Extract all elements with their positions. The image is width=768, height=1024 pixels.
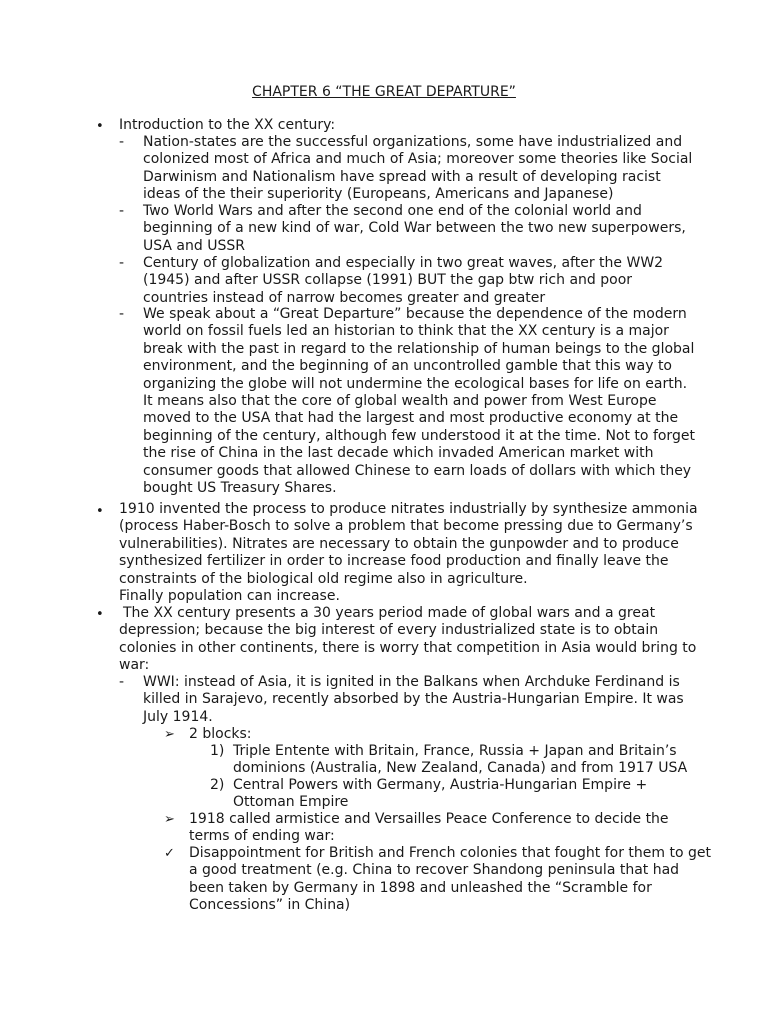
- intro-lead: Introduction to the XX century:: [119, 117, 336, 133]
- blocks-label: 2 blocks:: [189, 726, 252, 742]
- armistice-item: 1918 called armistice and Versailles Peace Conference to decide the terms of ending war:: [189, 811, 669, 845]
- bullet-icon: •: [96, 504, 104, 519]
- intro-item-3: Century of globalization and especially in two great waves, after the WW2 (1945) and after USSR collapse (1991) BUT the gap btw rich and poor countries instead of narrow becomes greater and greater: [143, 255, 664, 306]
- block-item-1: Triple Entente with Britain, France, Russia + Japan and Britain’s dominions (Australia, New Zealand, Canada) and from 1917 USA: [233, 743, 688, 777]
- dash-marker: -: [119, 674, 125, 690]
- bullet-icon: •: [96, 119, 104, 134]
- nitrates-extra: Finally population can increase.: [119, 588, 340, 604]
- intro-item-4: We speak about a “Great Departure” because the dependence of the modern world on fossil fuels led an historian to think that the XX century is a major break with the past in regard to the relationship of human beings to the global environment, and the beginning of an uncontrolled gamble that this way to organizing the globe will not undermine the ecological bases for life on earth. It means also that the core of global wealth and power from West Europe moved to the USA that had the largest and most productive economy at the beginning of the century, although few understood it at the time. Not to forget the rise of China in the last decade which invaded American market with consumer goods that allowed Chinese to earn loads of dollars with which they bought US Treasury Shares.: [143, 306, 695, 497]
- arrow-bullet-icon: ➢: [164, 727, 175, 742]
- chapter-title: CHAPTER 6 “THE GREAT DEPARTURE”: [252, 84, 516, 100]
- list-number: 1): [210, 743, 225, 759]
- arrow-bullet-icon: ➢: [164, 812, 175, 827]
- dash-marker: -: [119, 255, 125, 271]
- bullet-icon: •: [96, 607, 104, 622]
- dash-marker: -: [119, 134, 125, 150]
- intro-item-2: Two World Wars and after the second one end of the colonial world and beginning of a new kind of war, Cold War between the two new superpowers, USA and USSR: [143, 203, 686, 254]
- wwi-item: WWI: instead of Asia, it is ignited in the Balkans when Archduke Ferdinand is killed in Sarajevo, recently absorbed by the Austria-Hungarian Empire. It was July 1914.: [143, 674, 684, 725]
- list-number: 2): [210, 777, 225, 793]
- dash-marker: -: [119, 203, 125, 219]
- nitrates-paragraph: 1910 invented the process to produce nitrates industrially by synthesize ammonia (process Haber-Bosch to solve a problem that become pressing due to Germany’s vulnerabilities). Nitrates are necessary to obtain the gunpowder and to produce synthesized fertilizer in order to increase food production and finally leave the constraints of the biological old regime also in agriculture.: [119, 501, 698, 587]
- xx-century-paragraph: The XX century presents a 30 years period made of global wars and a great depression; because the big interest of every industrialized state is to obtain colonies in other continents, there is worry that competition in Asia would bring to war:: [119, 605, 697, 674]
- dash-marker: -: [119, 306, 125, 322]
- check-bullet-icon: ✓: [164, 846, 175, 861]
- disappointment-item: Disappointment for British and French colonies that fought for them to get a good treatment (e.g. China to recover Shandong peninsula that had been taken by Germany in 1898 and unleashed the “Scramble for Concessions” in China): [189, 845, 711, 914]
- block-item-2: Central Powers with Germany, Austria-Hungarian Empire + Ottoman Empire: [233, 777, 648, 811]
- intro-item-1: Nation-states are the successful organizations, some have industrialized and colonized most of Africa and much of Asia; moreover some theories like Social Darwinism and Nationalism have spread with a result of developing racist ideas of the their superiority (Europeans, Americans and Japanese): [143, 134, 693, 203]
